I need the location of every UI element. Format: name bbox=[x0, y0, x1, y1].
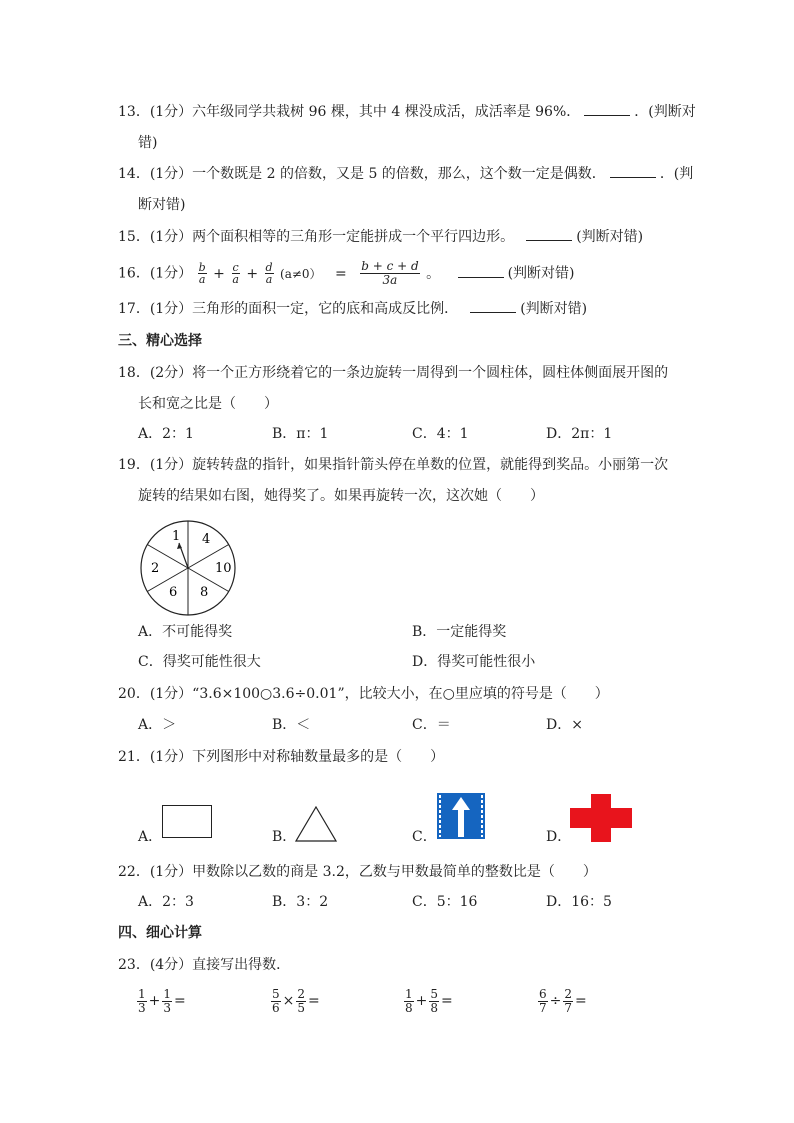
q14-text: 14．(1分）一个数既是 2 的倍数，又是 5 的倍数，那么，这个数一定是偶数． bbox=[118, 166, 606, 182]
spinner-label: 1 bbox=[172, 529, 181, 544]
period: 。 bbox=[426, 265, 441, 282]
calc-expression: $\frac{5}{6}$ × $\frac{2}{5}$ = bbox=[272, 986, 320, 1015]
q13-suffix: ．(判断对 bbox=[634, 104, 696, 120]
option-d[interactable]: D．得奖可能性很小 bbox=[412, 654, 536, 670]
question-23: 23．(4分）直接写出得数． bbox=[118, 957, 291, 973]
option-d[interactable]: D．16：5 bbox=[546, 894, 612, 910]
option-b[interactable]: B． bbox=[272, 829, 297, 845]
option-b[interactable]: B．一定能得奖 bbox=[412, 624, 507, 640]
spinner-label: 6 bbox=[169, 585, 178, 600]
plus-sign: + bbox=[246, 265, 259, 282]
question-18: 18．(2分）将一个正方形绕着它的一条边旋转一周得到一个圆柱体，圆柱体侧面展开图的 bbox=[118, 365, 669, 381]
question-14 bbox=[118, 164, 693, 184]
q17-text: 17．(1分）三角形的面积一定，它的底和高成反比例． bbox=[118, 301, 459, 317]
answer-blank[interactable] bbox=[584, 102, 630, 116]
q14-continuation: 断对错) bbox=[138, 197, 186, 213]
triangle-shape bbox=[295, 806, 337, 842]
q19-continuation: 旋转的结果如右图，她得奖了。如果再旋转一次，这次她（ ） bbox=[138, 488, 544, 504]
rectangle-shape bbox=[162, 805, 212, 838]
one-way-arrow-sign bbox=[437, 793, 485, 839]
question-20: 20．(1分）“3.6×100○3.6÷0.01”，比较大小，在○里应填的符号是（ ） bbox=[118, 686, 609, 702]
q16-prefix: 16．(1分） bbox=[118, 265, 193, 282]
option-c[interactable]: C．＝ bbox=[412, 717, 451, 733]
fraction: $\frac{b}{a}$ bbox=[198, 261, 206, 286]
spinner-label: 10 bbox=[215, 561, 232, 576]
section-heading: 四、细心计算 bbox=[118, 925, 202, 941]
option-d[interactable]: D． bbox=[546, 829, 572, 845]
fraction: $\frac{d}{a}$ bbox=[265, 261, 273, 286]
option-b[interactable]: B．＜ bbox=[272, 717, 311, 733]
option-a[interactable]: A．＞ bbox=[138, 717, 177, 733]
option-b[interactable]: B．3：2 bbox=[272, 894, 329, 910]
question-13 bbox=[118, 102, 696, 122]
calc-expression: $\frac{1}{3}$ + $\frac{1}{3}$ = bbox=[138, 986, 186, 1015]
spinner-label: 8 bbox=[200, 585, 209, 600]
q18-continuation: 长和宽之比是（ ） bbox=[138, 396, 278, 412]
question-21: 21．(1分）下列图形中对称轴数量最多的是（ ） bbox=[118, 749, 445, 765]
calc-expression: $\frac{6}{7}$ ÷ $\frac{2}{7}$ = bbox=[539, 986, 587, 1015]
plus-sign: + bbox=[213, 265, 225, 282]
answer-blank[interactable] bbox=[470, 299, 516, 313]
option-c[interactable]: C．4：1 bbox=[412, 426, 469, 442]
question-22: 22．(1分）甲数除以乙数的商是 3.2，乙数与甲数最简单的整数比是（ ） bbox=[118, 864, 597, 880]
red-cross-shape bbox=[570, 794, 632, 842]
calc-expression: $\frac{1}{8}$ + $\frac{5}{8}$ = bbox=[405, 986, 453, 1015]
option-a[interactable]: A．不可能得奖 bbox=[138, 624, 233, 640]
q13-text: 13．(1分）六年级同学共栽树 96 棵，其中 4 棵没成活，成活率是 96%． bbox=[118, 104, 581, 120]
spinner-label: 2 bbox=[151, 561, 160, 576]
option-c[interactable]: C．得奖可能性很大 bbox=[138, 654, 261, 670]
q16-suffix: (判断对错) bbox=[507, 265, 575, 282]
question-17 bbox=[118, 299, 587, 319]
fraction: $\frac{c}{a}$ bbox=[232, 261, 239, 286]
answer-blank[interactable] bbox=[610, 164, 656, 178]
answer-blank[interactable] bbox=[526, 227, 572, 241]
option-c[interactable]: C．5：16 bbox=[412, 894, 478, 910]
spinner-label: 4 bbox=[202, 532, 211, 547]
option-d[interactable]: D．2π：1 bbox=[546, 426, 613, 442]
section-heading: 三、精心选择 bbox=[118, 333, 202, 349]
question-16 bbox=[118, 260, 575, 287]
fraction: $\frac{b + c + d}{3a}$ bbox=[361, 259, 419, 287]
option-a[interactable]: A．2：3 bbox=[138, 894, 194, 910]
q15-text: 15．(1分）两个面积相等的三角形一定能拼成一个平行四边形。 bbox=[118, 229, 515, 245]
question-15 bbox=[118, 227, 643, 247]
q13-continuation: 错) bbox=[138, 135, 158, 151]
option-d[interactable]: D．× bbox=[546, 717, 583, 733]
q14-suffix: ．(判 bbox=[659, 166, 694, 182]
condition: (a≠0） bbox=[280, 266, 322, 281]
q17-suffix: (判断对错) bbox=[520, 301, 588, 317]
equals-sign: = bbox=[335, 265, 347, 282]
spinner-wheel bbox=[136, 518, 240, 618]
option-a[interactable]: A． bbox=[138, 829, 163, 845]
question-19: 19．(1分）旋转转盘的指针，如果指针箭头停在单数的位置，就能得到奖品。小丽第一次 bbox=[118, 457, 669, 473]
answer-blank[interactable] bbox=[458, 264, 504, 278]
q15-suffix: (判断对错) bbox=[576, 229, 644, 245]
option-c[interactable]: C． bbox=[412, 829, 437, 845]
option-b[interactable]: B．π：1 bbox=[272, 426, 329, 442]
option-a[interactable]: A．2：1 bbox=[138, 426, 194, 442]
